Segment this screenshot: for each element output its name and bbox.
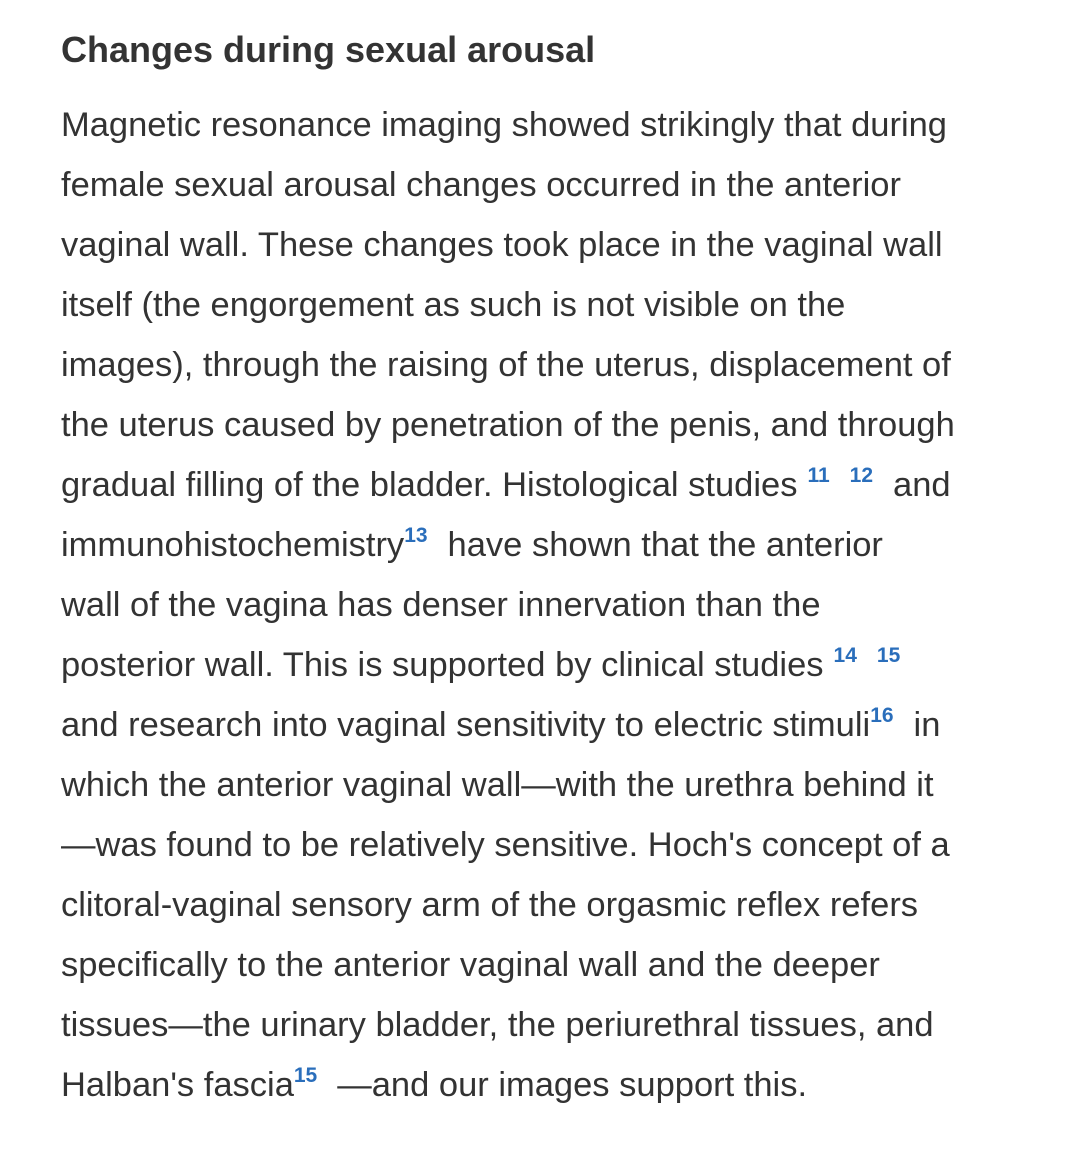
text-line <box>61 575 1051 635</box>
text-segment: posterior wall. This is supported by clinical studies <box>61 646 824 684</box>
text-line <box>61 995 1051 1055</box>
text-segment: specifically to the anterior vaginal wall and the deeper <box>61 946 880 984</box>
reference-link-15-second[interactable]: 15 <box>293 1064 318 1087</box>
text-line <box>61 755 1051 815</box>
text-segment: itself (the engorgement as such is not visible on the <box>61 286 846 324</box>
reference-link-16[interactable]: 16 <box>870 704 894 727</box>
text-segment: Magnetic resonance imaging showed strikingly that during <box>61 106 947 144</box>
text-line <box>61 815 1051 875</box>
text-segment: vaginal wall. These changes took place in the vaginal wall <box>61 226 943 264</box>
text-line <box>61 935 1051 995</box>
text-line <box>61 395 1051 455</box>
text-line <box>61 155 1051 215</box>
reference-link-14[interactable]: 14 <box>833 644 857 667</box>
text-segment: and research into vaginal sensitivity to electric stimuli <box>61 706 871 744</box>
reference-link-15[interactable]: 15 <box>876 644 901 667</box>
text-segment: tissues—the urinary bladder, the periurethral tissues, and <box>61 1006 934 1044</box>
text-segment: female sexual arousal changes occurred in the anterior <box>61 166 901 204</box>
text-line <box>61 215 1051 275</box>
text-segment: in <box>913 706 941 744</box>
reference-link-13[interactable]: 13 <box>404 524 428 547</box>
text-segment: and <box>893 466 951 504</box>
reference-link-12[interactable]: 12 <box>849 464 874 487</box>
text-segment: clitoral-vaginal sensory arm of the orgasmic reflex refers <box>61 886 919 924</box>
text-line <box>61 695 1051 755</box>
text-line <box>61 635 1051 695</box>
text-segment: —was found to be relatively sensitive. Hoch's concept of a <box>61 826 950 864</box>
text-segment: have shown that the anterior <box>447 526 883 564</box>
text-segment: wall of the vagina has denser innervation than the <box>61 586 821 624</box>
body-paragraph <box>61 95 1051 1115</box>
text-line <box>61 875 1051 935</box>
text-line <box>61 275 1051 335</box>
text-segment: Halban's fascia <box>61 1066 294 1104</box>
text-line <box>61 335 1051 395</box>
reference-link-11[interactable]: 11 <box>807 464 830 487</box>
text-segment: gradual filling of the bladder. Histological studies <box>61 466 798 504</box>
text-segment: the uterus caused by penetration of the penis, and through <box>61 406 955 444</box>
section-heading: Changes during sexual arousal <box>61 29 596 70</box>
text-line <box>61 455 1051 515</box>
text-segment: which the anterior vaginal wall—with the urethra behind it <box>61 766 934 804</box>
article-section <box>61 0 1051 1115</box>
text-line <box>61 95 1051 155</box>
text-segment: —and our images support this. <box>337 1066 808 1104</box>
text-segment: immunohistochemistry <box>61 526 405 564</box>
text-line <box>61 1055 1051 1115</box>
text-line <box>61 515 1051 575</box>
text-segment: images), through the raising of the uterus, displacement of <box>61 346 951 384</box>
